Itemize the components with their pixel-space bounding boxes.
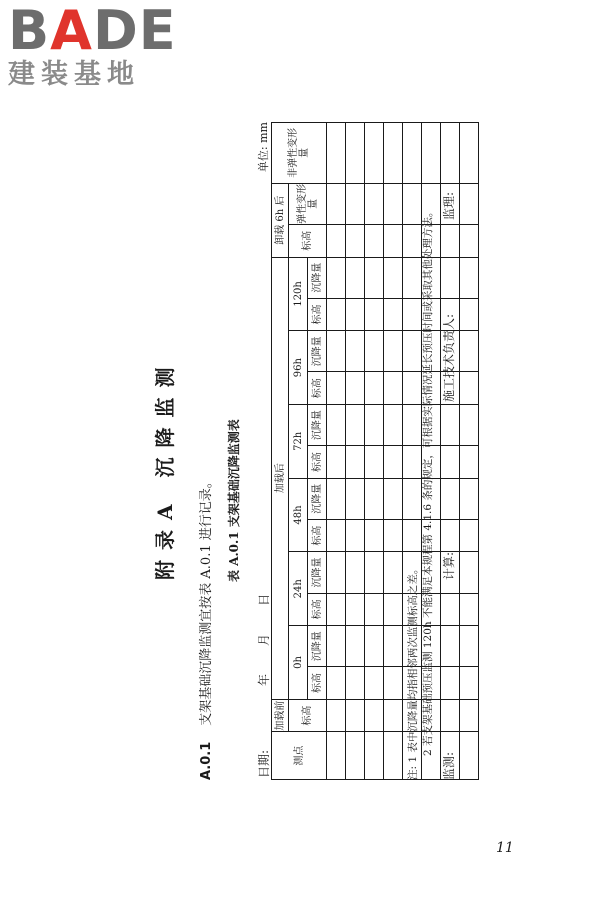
header-before-elevation: 标高	[289, 699, 327, 732]
table-cell	[346, 478, 365, 519]
table-cell	[460, 372, 479, 405]
sub-settlement: 沉降量	[308, 331, 327, 372]
sub-settlement: 沉降量	[308, 552, 327, 593]
table-cell	[346, 404, 365, 445]
sub-elevation: 标高	[308, 446, 327, 479]
table-cell	[403, 446, 422, 479]
settlement-monitoring-table	[271, 122, 479, 780]
page-number: 11	[496, 840, 514, 856]
table-cell	[327, 257, 346, 298]
table-cell	[460, 257, 479, 298]
table-cell	[346, 667, 365, 700]
table-cell	[346, 626, 365, 667]
table-cell	[460, 732, 479, 780]
table-cell	[403, 257, 422, 298]
header-time-96h: 96h	[289, 331, 308, 405]
table-cell	[346, 257, 365, 298]
table-cell	[460, 123, 479, 184]
table-cell	[460, 225, 479, 258]
section-a01	[195, 475, 214, 780]
table-cell	[384, 257, 403, 298]
sig-tech-lead: 施工技术负责人:	[442, 313, 456, 402]
table-cell	[384, 667, 403, 700]
table-cell	[441, 667, 460, 700]
table-cell	[441, 519, 460, 552]
table-cell	[346, 732, 365, 780]
table-cell	[346, 699, 365, 732]
table-cell	[403, 478, 422, 519]
table-cell	[460, 699, 479, 732]
table-cell	[365, 404, 384, 445]
header-time-120h: 120h	[289, 257, 308, 331]
header-before: 加载前	[272, 699, 289, 732]
table-cell	[384, 732, 403, 780]
table-cell	[460, 331, 479, 372]
table-cell	[460, 404, 479, 445]
table-cell	[365, 478, 384, 519]
table-body	[327, 123, 479, 780]
sub-elevation: 标高	[308, 667, 327, 700]
table-cell	[403, 298, 422, 331]
table-cell	[327, 552, 346, 593]
table-cell	[327, 446, 346, 479]
table-cell	[365, 257, 384, 298]
sub-settlement: 沉降量	[308, 478, 327, 519]
table-cell	[365, 699, 384, 732]
table-cell	[327, 183, 346, 224]
table-cell	[403, 123, 422, 184]
table-cell	[441, 478, 460, 519]
table-cell	[346, 183, 365, 224]
table-cell	[441, 699, 460, 732]
note-2: 2 若支架基础预压监测 120h 不能满足本规程第 4.1.6 条的规定，可根据实际情况延长预压时间或采取其他处理方法。	[422, 206, 434, 756]
table-cell	[441, 123, 460, 184]
header-unload-elevation: 标高	[289, 225, 327, 258]
table-cell	[327, 478, 346, 519]
logo-wordmark: BADE	[8, 0, 177, 62]
table-cell	[365, 552, 384, 593]
table-cell	[403, 225, 422, 258]
table-cell	[327, 372, 346, 405]
chapter-title: 附录A 沉降监测	[153, 357, 177, 580]
unit-label: 单位: mm	[257, 122, 270, 173]
header-after: 加载后	[272, 257, 289, 699]
table-cell	[441, 446, 460, 479]
table-cell	[365, 372, 384, 405]
table-cell	[327, 732, 346, 780]
table-cell	[441, 225, 460, 258]
table-cell	[365, 123, 384, 184]
table-cell	[327, 225, 346, 258]
table-cell	[327, 123, 346, 184]
table-cell	[365, 331, 384, 372]
table-cell	[384, 446, 403, 479]
table-row	[346, 123, 365, 780]
sig-monitor: 监测:	[442, 751, 456, 780]
table-cell	[346, 552, 365, 593]
header-time-48h: 48h	[289, 478, 308, 552]
table-cell	[422, 123, 441, 184]
table-cell	[460, 519, 479, 552]
table-cell	[403, 331, 422, 372]
table-cell	[384, 593, 403, 626]
table-row	[384, 123, 403, 780]
table-cell	[365, 519, 384, 552]
header-time-72h: 72h	[289, 404, 308, 478]
table-cell	[384, 331, 403, 372]
table-cell	[403, 372, 422, 405]
notes-line-1: 注: 1 表中沉降量均指相邻两次监测标高之差。	[407, 563, 419, 780]
table-cell	[365, 626, 384, 667]
table-cell	[365, 446, 384, 479]
table-cell	[441, 626, 460, 667]
table-cell	[384, 225, 403, 258]
sub-elevation: 标高	[308, 519, 327, 552]
sub-settlement: 沉降量	[308, 626, 327, 667]
table-cell	[460, 183, 479, 224]
sub-settlement: 沉降量	[308, 404, 327, 445]
table-cell	[327, 298, 346, 331]
header-elastic: 弹性变形量	[289, 183, 327, 224]
table-cell	[384, 699, 403, 732]
section-text: 支架基础沉降监测宜按表 A.0.1 进行记录。	[199, 475, 214, 726]
table-cell	[346, 123, 365, 184]
table-cell	[346, 298, 365, 331]
table-row	[365, 123, 384, 780]
table-cell	[365, 732, 384, 780]
sig-calc: 计算:	[442, 551, 456, 580]
table-row	[441, 123, 460, 780]
table-cell	[365, 225, 384, 258]
header-time-24h: 24h	[289, 552, 308, 626]
header-point: 测点	[272, 732, 327, 780]
table-cell	[346, 372, 365, 405]
table-cell	[403, 183, 422, 224]
table-cell	[346, 331, 365, 372]
sig-supervisor: 监理:	[442, 191, 456, 220]
brand-logo	[8, 0, 178, 94]
table-cell	[460, 478, 479, 519]
table-caption: 表 A.0.1 支架基础沉降监测表	[227, 419, 241, 582]
table-cell	[384, 123, 403, 184]
table-cell	[327, 626, 346, 667]
table-cell	[346, 593, 365, 626]
table-cell	[384, 626, 403, 667]
date-line: 日期:年月日	[257, 593, 271, 778]
table-cell	[460, 626, 479, 667]
sub-elevation: 标高	[308, 372, 327, 405]
sub-elevation: 标高	[308, 298, 327, 331]
note-1: 1 表中沉降量均指相邻两次监测标高之差。	[407, 563, 419, 763]
table-row	[460, 123, 479, 780]
table-cell	[365, 593, 384, 626]
header-nonelastic: 非弹性变形量	[272, 123, 327, 184]
table-cell	[365, 298, 384, 331]
table-cell	[327, 404, 346, 445]
table-cell	[441, 404, 460, 445]
table-cell	[441, 593, 460, 626]
table-cell	[384, 404, 403, 445]
table-cell	[403, 519, 422, 552]
table-cell	[384, 183, 403, 224]
table-cell	[403, 404, 422, 445]
table-cell	[365, 183, 384, 224]
table-cell	[327, 331, 346, 372]
table-cell	[384, 298, 403, 331]
table-row	[327, 123, 346, 780]
table-cell	[460, 446, 479, 479]
table-cell	[460, 593, 479, 626]
table-cell	[327, 593, 346, 626]
header-time-0h: 0h	[289, 626, 308, 700]
table-cell	[327, 699, 346, 732]
table-cell	[384, 552, 403, 593]
header-unload: 卸载 6h 后	[272, 183, 289, 257]
table-cell	[346, 225, 365, 258]
table-cell	[460, 298, 479, 331]
table-cell	[384, 372, 403, 405]
table-cell	[460, 667, 479, 700]
table-cell	[346, 446, 365, 479]
table-cell	[327, 519, 346, 552]
table-cell	[460, 552, 479, 593]
logo-subtitle: 建装基地	[8, 59, 140, 90]
rotated-page-content	[135, 120, 465, 780]
table-cell	[327, 667, 346, 700]
sub-settlement: 沉降量	[308, 257, 327, 298]
table-cell	[346, 519, 365, 552]
table-cell	[365, 667, 384, 700]
table-cell	[384, 519, 403, 552]
table-cell	[384, 478, 403, 519]
table-cell	[441, 257, 460, 298]
section-number: A.0.1	[199, 741, 214, 780]
sub-elevation: 标高	[308, 593, 327, 626]
